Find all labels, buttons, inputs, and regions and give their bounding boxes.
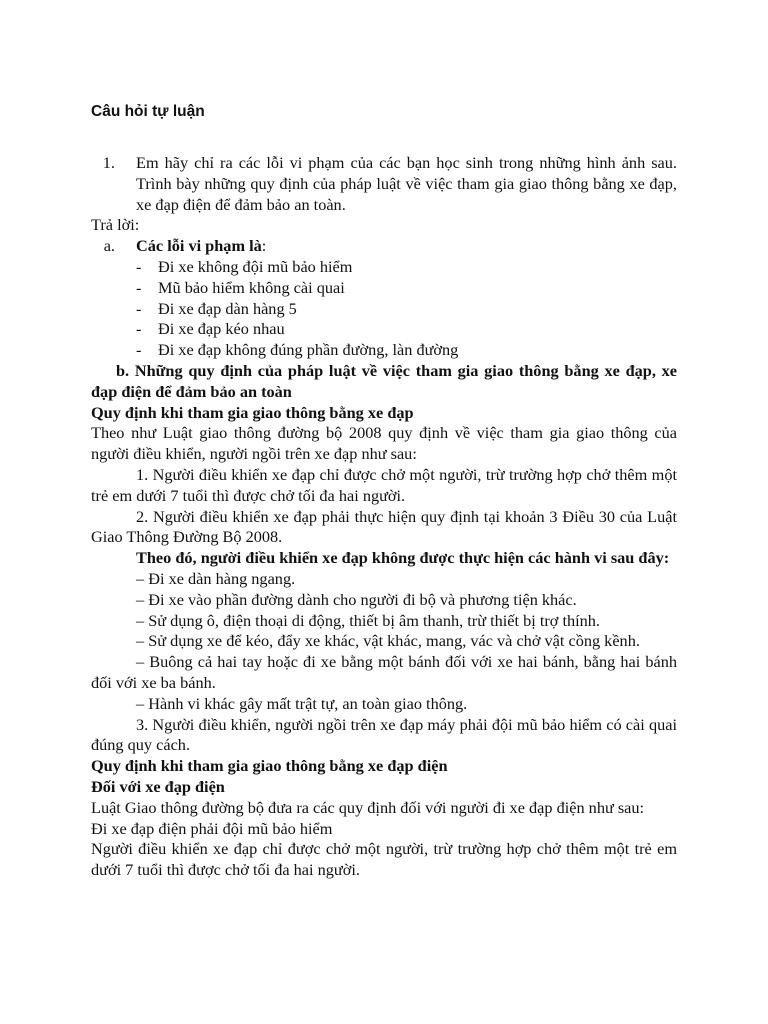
violation-item: - Đi xe đạp không đúng phần đường, làn đường [136,340,459,360]
part-a-heading [91,236,677,257]
violation-text: Mũ bảo hiểm không cài quai [158,277,345,297]
prohibited-item: – Hành vi khác gây mất trật tự, an toàn giao thông. [136,693,468,713]
part-a-colon: : [261,236,267,256]
prohibited-title: Theo đó, người điều khiển xe đạp không được thực hiện các hành vi sau đây: [136,548,670,568]
answer-label: Trả lời: [91,215,140,235]
violation-text: Đi xe đạp không đúng phần đường, làn đường [158,340,459,360]
violation-text: Đi xe không đội mũ bảo hiểm [158,256,353,276]
prohibited-item: – Đi xe dàn hàng ngang. [136,568,296,588]
prohibited-item: – Buông cả hai tay hoặc đi xe bằng một bánh đối với xe hai bánh, bằng hai bánh đối với xe ba bánh. [91,652,677,692]
part-a-title: Các lỗi vi phạm là [136,236,262,256]
ebike-rules-title: Quy định khi tham gia giao thông bằng xe đạp điện [91,756,448,776]
ebike-intro: Luật Giao thông đường bộ đưa ra các quy định đối với người đi xe đạp điện như sau: [91,797,645,817]
part-a-label: a. [103,236,115,256]
ebike-subtitle: Đối với xe đạp điện [91,776,225,796]
prohibited-item: – Đi xe vào phần đường dành cho người đi bộ và phương tiện khác. [136,589,577,609]
ebike-rule-passenger: Người điều khiển xe đạp chỉ được chở một người, trừ trường hợp chở thêm một trẻ em dưới 7 tuổi thì được chở tối đa hai người. [91,839,677,880]
bicycle-rules-title: Quy định khi tham gia giao thông bằng xe đạp [91,402,414,422]
bicycle-rule-2: 2. Người điều khiển xe đạp phải thực hiện quy định tại khoản 3 Điều 30 của Luật Giao Thông Đường Bộ 2008. [91,506,677,547]
question-text: Em hãy chỉ ra các lỗi vi phạm của các bạn học sinh trong những hình ảnh sau. Trình bày những quy định của pháp luật về việc tham gia giao thông bằng xe đạp, xe đạp điện để đảm bảo an toàn. [136,153,677,214]
violation-item: - Mũ bảo hiểm không cài quai [136,277,345,297]
violation-item: - Đi xe đạp dàn hàng 5 [136,298,297,318]
document-body [91,153,677,881]
bicycle-rule-3: 3. Người điều khiển, người ngồi trên xe đạp máy phải đội mũ bảo hiểm có cài quai đúng quy cách. [91,714,677,755]
violation-text: Đi xe đạp kéo nhau [158,319,285,339]
violation-item: - Đi xe đạp kéo nhau [136,319,285,339]
ebike-rule-helmet: Đi xe đạp điện phải đội mũ bảo hiểm [91,818,333,838]
section-heading: Câu hỏi tự luận [91,103,205,120]
question-number: 1. [102,153,115,172]
prohibited-item: – Sử dụng xe để kéo, đẩy xe khác, vật khác, mang, vác và chở vật cồng kềnh. [136,631,640,651]
violation-item: - Đi xe không đội mũ bảo hiểm [136,256,353,276]
part-b-heading: b. Những quy định của pháp luật về việc tham gia giao thông bằng xe đạp, xe đạp điện để đảm bảo an toàn [91,360,677,401]
bicycle-intro: Theo như Luật giao thông đường bộ 2008 quy định về việc tham gia giao thông của người điều khiển, người ngồi trên xe đạp như sau: [91,423,677,464]
violation-text: Đi xe đạp dàn hàng 5 [158,298,297,318]
bicycle-rule-1: 1. Người điều khiển xe đạp chỉ được chở một người, trừ trường hợp chở thêm một trẻ em dưới 7 tuổi thì được chở tối đa hai người. [91,464,677,505]
prohibited-item: – Sử dụng ô, điện thoại di động, thiết bị âm thanh, trừ thiết bị trợ thính. [136,610,600,630]
question-item [91,153,677,215]
